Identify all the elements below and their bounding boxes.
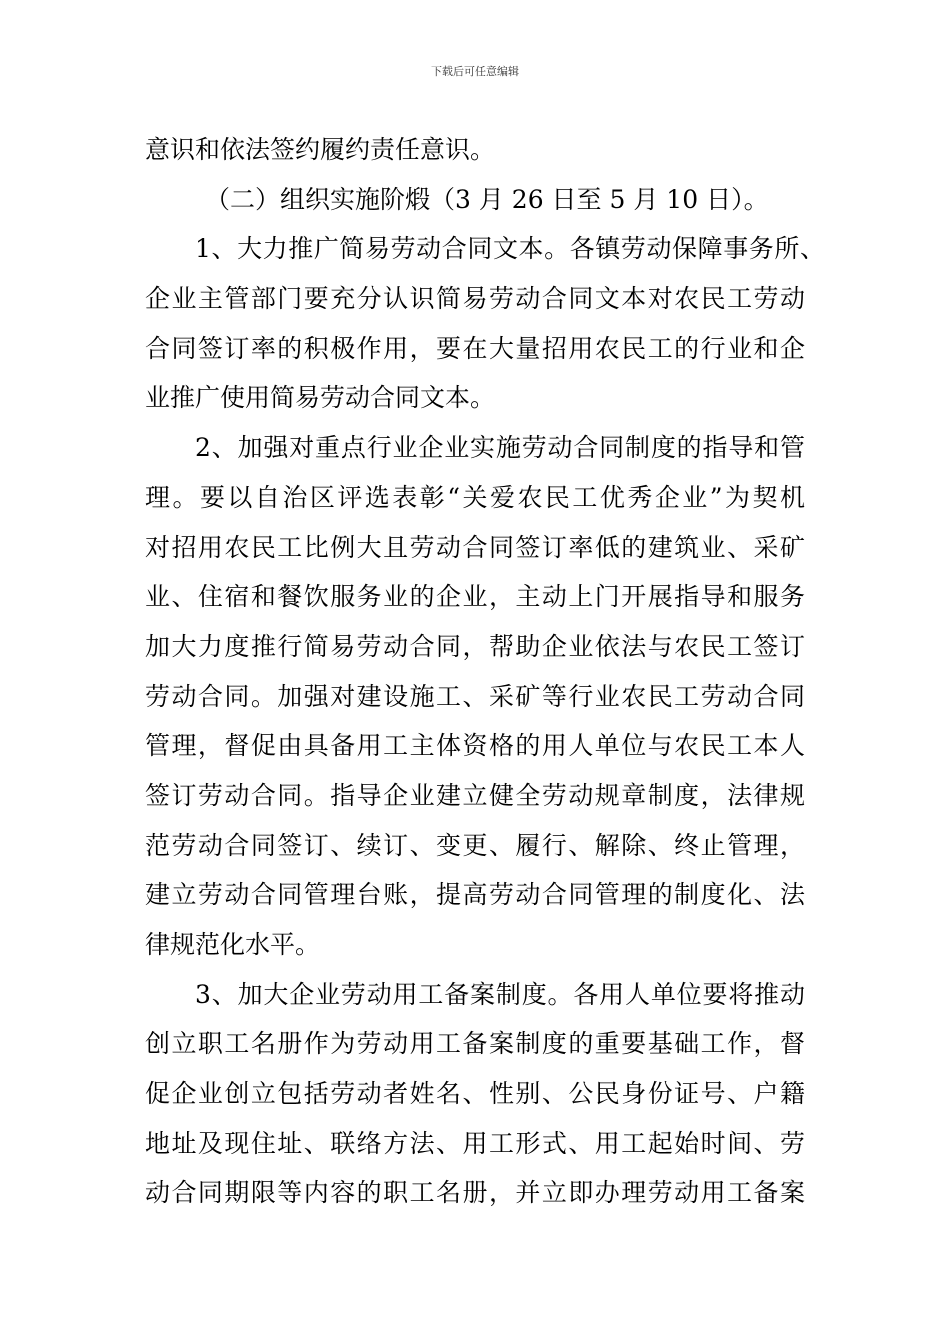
page-header: 下载后可任意编辑: [431, 65, 519, 78]
paragraph-line: 对招用农民工比例大且劳动合同签订率低的建筑业、采矿: [145, 532, 805, 562]
paragraph-line: 理。要以自治区评选表彰“关爱农民工优秀企业”为契机: [145, 482, 805, 512]
paragraph-line: 范劳动合同签订、续订、变更、履行、解除、终止管理，: [145, 830, 805, 860]
paragraph-line: 签订劳动合同。指导企业建立健全劳动规章制度，法律规: [145, 780, 805, 810]
paragraph-line: 管理，督促由具备用工主体资格的用人单位与农民工本人: [145, 731, 805, 761]
document-body: [145, 125, 825, 1218]
paragraph-line: 律规范化水平。: [145, 930, 321, 959]
paragraph-line: 地址及现住址、联络方法、用工形式、用工起始时间、劳: [145, 1128, 805, 1158]
paragraph-line: 2、加强对重点行业企业实施劳动合同制度的指导和管: [195, 433, 805, 463]
paragraph-line: 加大力度推行简易劳动合同，帮助企业依法与农民工签订: [145, 631, 805, 661]
paragraph-line: 意识和依法签约履约责任意识。: [145, 135, 496, 164]
paragraph-line: 动合同期限等内容的职工名册，并立即办理劳动用工备案: [145, 1178, 805, 1208]
paragraph-line: 3、加大企业劳动用工备案制度。各用人单位要将推动: [195, 979, 805, 1009]
section-heading: （二）组织实施阶煅（3 月 26 日至 5 月 10 日）。: [205, 184, 769, 214]
paragraph-line: 建立劳动合同管理台账，提高劳动合同管理的制度化、法: [145, 880, 805, 910]
paragraph-line: 合同签订率的积极作用，要在大量招用农民工的行业和企: [145, 333, 805, 363]
paragraph-line: 1、大力推广简易劳动合同文本。各镇劳动保障事务所、: [195, 234, 825, 264]
paragraph-line: 创立职工名册作为劳动用工备案制度的重要基础工作，督: [145, 1029, 805, 1059]
paragraph-line: 业、住宿和餐饮服务业的企业，主动上门开展指导和服务: [145, 582, 805, 612]
paragraph-line: 企业主管部门要充分认识简易劳动合同文本对农民工劳动: [145, 284, 805, 314]
paragraph-line: 业推广使用简易劳动合同文本。: [145, 383, 496, 413]
paragraph-line: 促企业创立包括劳动者姓名、性别、公民身份证号、户籍: [145, 1079, 805, 1109]
paragraph-line: 劳动合同。加强对建设施工、采矿等行业农民工劳动合同: [145, 681, 805, 711]
